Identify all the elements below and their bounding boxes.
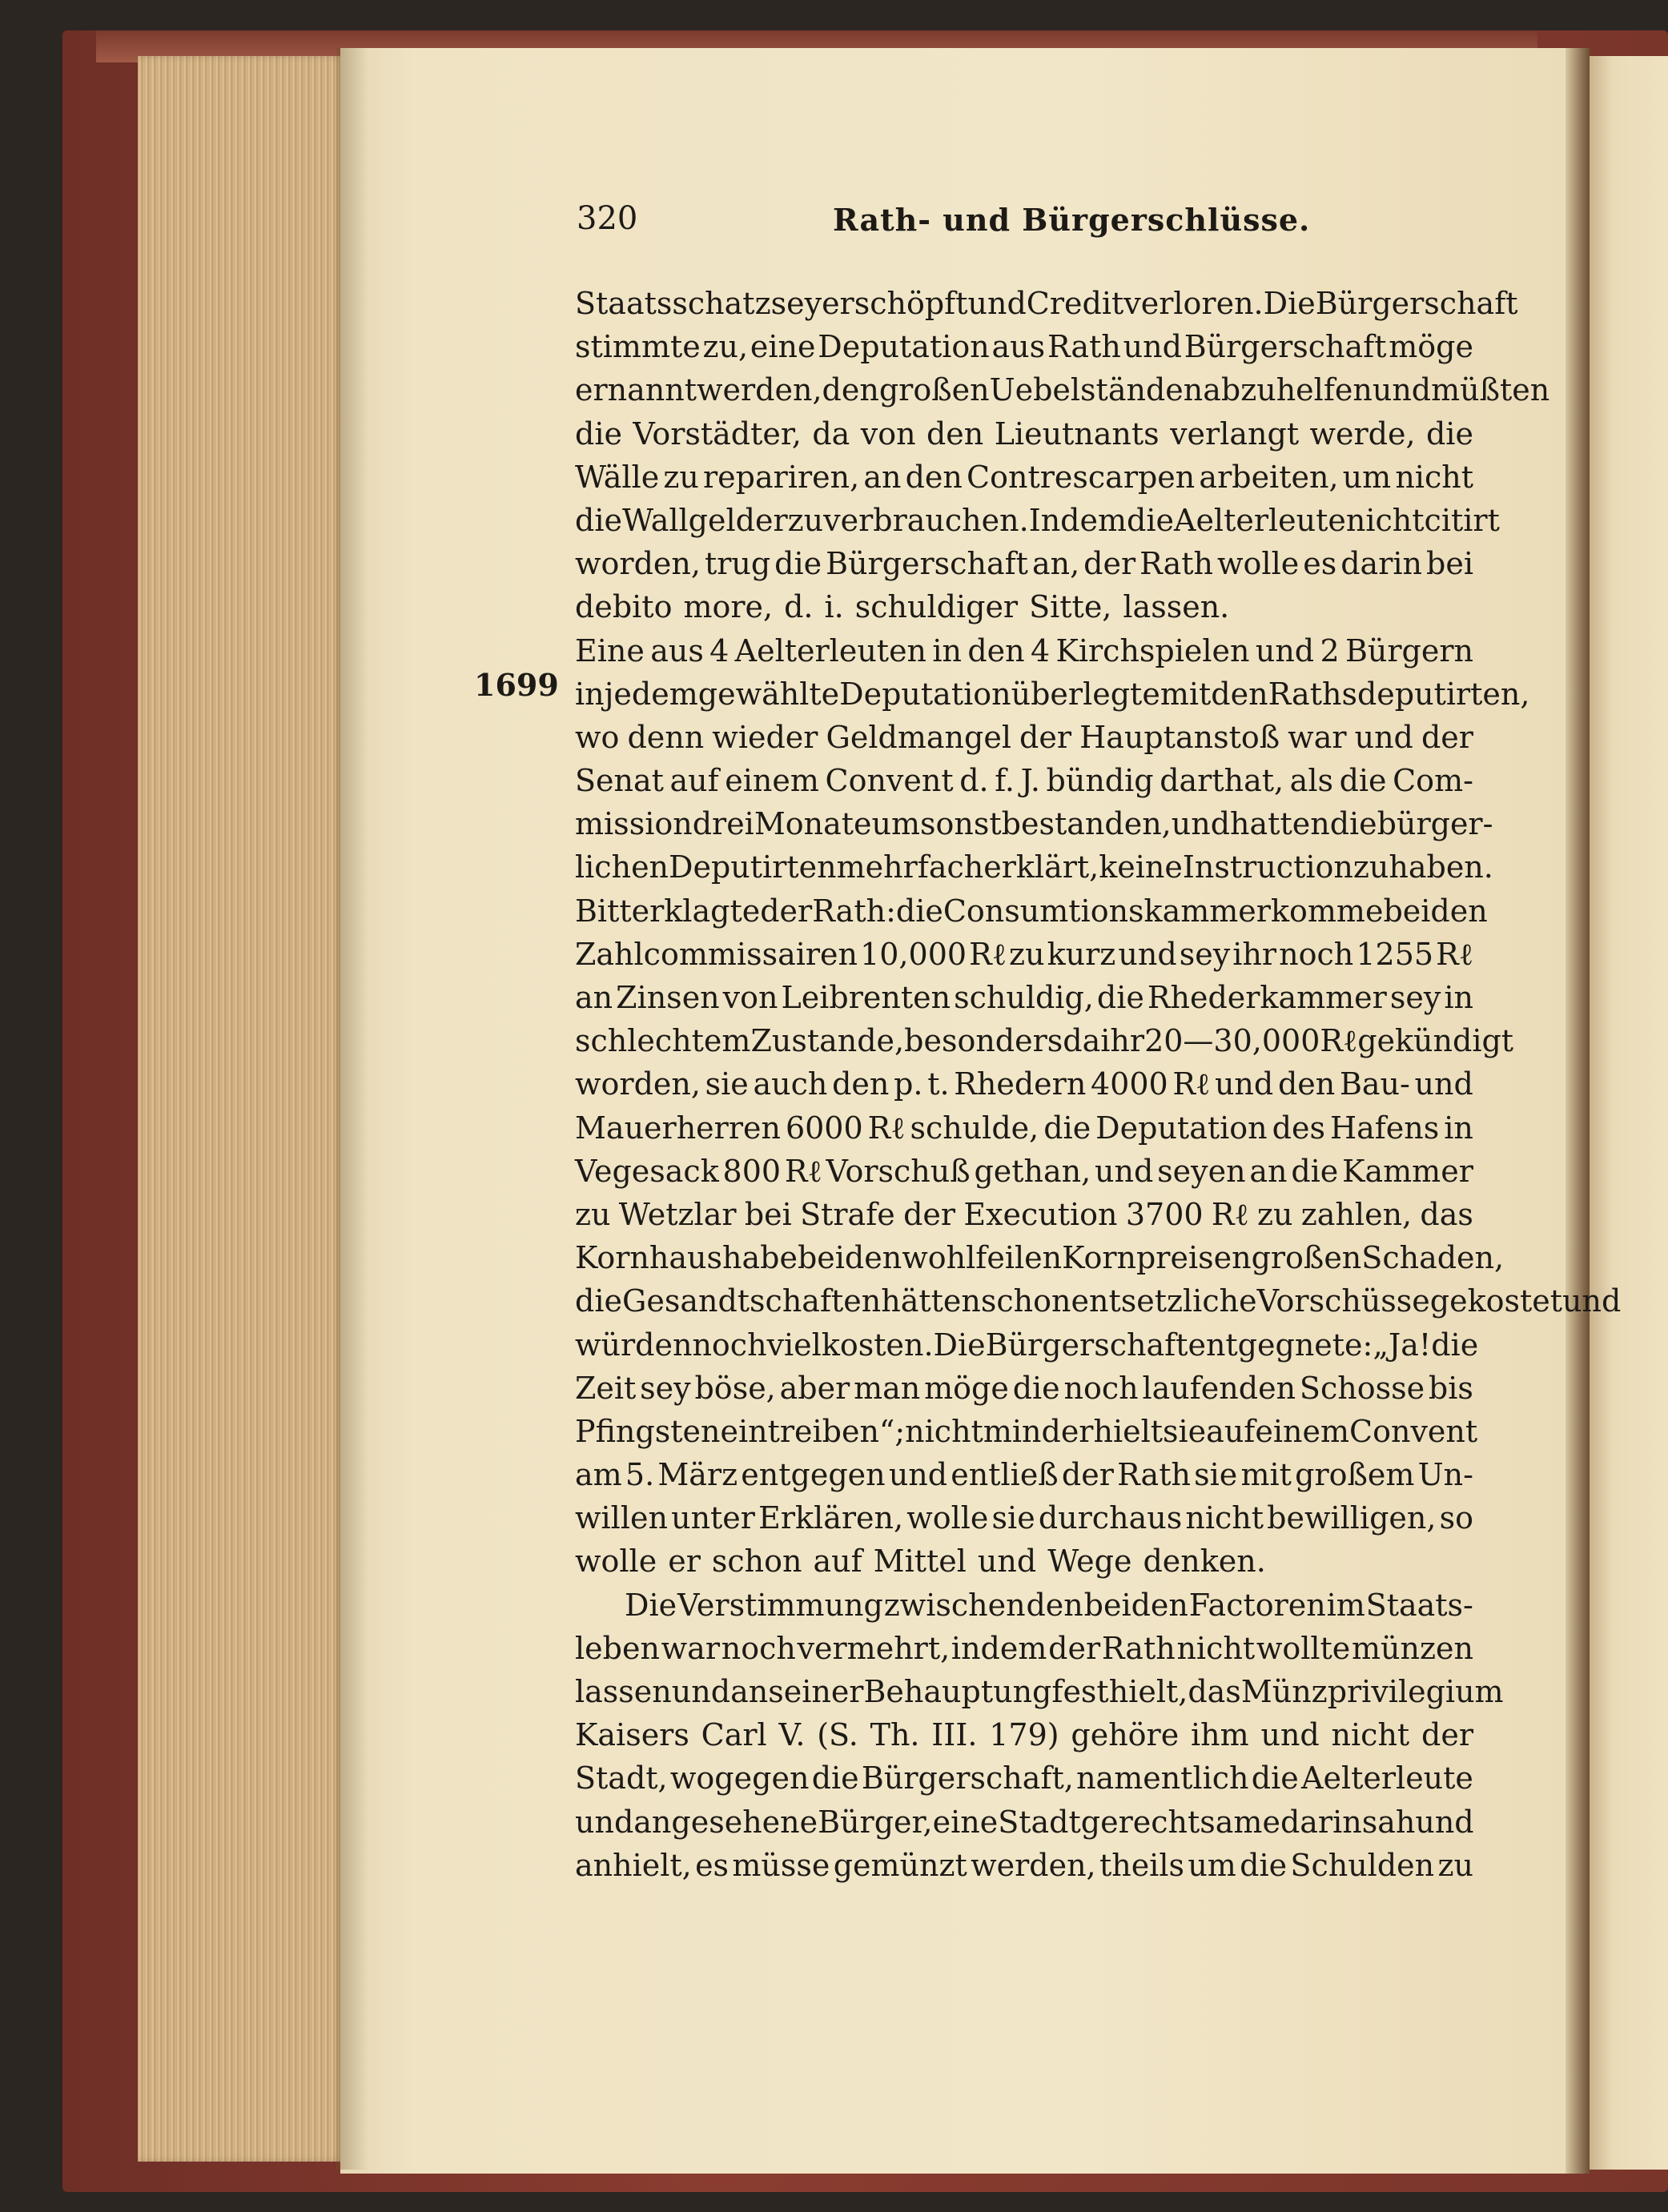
text-line: Die Verstimmung zwischen den beiden Factoren im Staats- bbox=[625, 1587, 1473, 1623]
text-line: Mauerherren 6000 Rℓ schulde, die Deputation des Hafens in bbox=[575, 1110, 1473, 1146]
gutter-shadow bbox=[1566, 48, 1590, 2174]
text-line: Kornhaus habe bei den wohlfeilen Kornpreisen großen Schaden, bbox=[575, 1240, 1505, 1276]
text-line: wolle er schon auf Mittel und Wege denken. bbox=[575, 1544, 1266, 1580]
text-line: worden, trug die Bürgerschaft an, der Rath wolle es darin bei bbox=[575, 546, 1473, 582]
text-line: lassen und an seiner Behauptung fest hielt, das Münzprivilegium bbox=[575, 1674, 1504, 1709]
text-line: Bitter klagte der Rath: die Consumtionskammer komme bei den bbox=[575, 893, 1488, 929]
text-line: Vegesack 800 Rℓ Vorschuß gethan, und seyen an die Kammer bbox=[575, 1153, 1473, 1189]
text-line: wo denn wieder Geldmangel der Hauptanstoß war und der bbox=[575, 719, 1473, 755]
text-line: Kaisers Carl V. (S. Th. III. 179) gehöre ihm und nicht der bbox=[575, 1717, 1473, 1753]
text-line: mission drei Monate umsonst bestanden, und hatten die bürger- bbox=[575, 806, 1493, 842]
text-line: Senat auf einem Convent d. f. J. bündig darthat, als die Com- bbox=[575, 763, 1473, 799]
text-line: Staatsschatz sey erschöpft und Credit verloren. Die Bürgerschaft bbox=[575, 286, 1518, 321]
text-line: willen unter Erklären, wolle sie durchaus nicht bewilligen, so bbox=[575, 1500, 1473, 1536]
body-text bbox=[575, 282, 1622, 1887]
text-line: und angesehene Bürger, eine Stadtgerechtsame darin sah und bbox=[575, 1804, 1474, 1840]
text-line: Zeit sey böse, aber man möge die noch laufenden Schosse bis bbox=[575, 1370, 1473, 1406]
text-line: leben war noch vermehrt, indem der Rath nicht wollte münzen bbox=[575, 1630, 1473, 1666]
text-line: Eine aus 4 Aelterleuten in den 4 Kirchspielen und 2 Bürgern bbox=[575, 632, 1473, 668]
text-line: würden noch viel kosten. Die Bürgerschaft entgegnete: „Ja! die bbox=[575, 1327, 1479, 1363]
text-line: Pfingsten eintreiben“; nicht minder hielt sie auf einem Convent bbox=[575, 1413, 1478, 1449]
running-head: Rath- und Bürgerschlüsse. bbox=[833, 202, 1311, 238]
text-line: die Gesandtschaften hätten schon entsetzliche Vorschüsse gekostet und bbox=[575, 1283, 1622, 1319]
text-line: am 5. März entgegen und entließ der Rath sie mit großem Un- bbox=[575, 1457, 1473, 1493]
text-line: ernannt werden, den großen Uebelständen abzuhelfen und müßten bbox=[575, 372, 1550, 408]
text-line: in jedem gewählte Deputation überlegte mit den Rathsdeputirten, bbox=[575, 676, 1530, 712]
text-line: die Vorstädter, da von den Lieutnants verlangt werde, die bbox=[575, 416, 1473, 452]
page-number: 320 bbox=[577, 200, 638, 237]
facing-page-edge bbox=[1590, 56, 1668, 2170]
text-line: anhielt, es müsse gemünzt werden, theils um die Schulden zu bbox=[575, 1847, 1473, 1883]
page-edges bbox=[138, 56, 350, 2162]
text-line: die Wallgelder zu verbrauchen. Indem die Aelterleute nicht citirt bbox=[575, 502, 1500, 538]
text-line: Zahlcommissairen 10,000 Rℓ zu kurz und sey ihr noch 1255 Rℓ bbox=[575, 936, 1473, 972]
text-line: stimmte zu, eine Deputation aus Rath und Bürgerschaft möge bbox=[575, 329, 1473, 365]
text-line: debito more, d. i. schuldiger Sitte, lassen. bbox=[575, 589, 1230, 625]
text-line: lichen Deputirten mehrfach erklärt, keine Instruction zu haben. bbox=[575, 849, 1493, 885]
text-line: Wälle zu repariren, an den Contrescarpen arbeiten, um nicht bbox=[575, 459, 1473, 495]
text-line: zu Wetzlar bei Strafe der Execution 3700 Rℓ zu zahlen, das bbox=[575, 1196, 1473, 1232]
text-line: Stadt, wogegen die Bürgerschaft, namentlich die Aelterleute bbox=[575, 1760, 1473, 1796]
text-line: worden, sie auch den p. t. Rhedern 4000 Rℓ und den Bau- und bbox=[575, 1066, 1473, 1102]
margin-year: 1699 bbox=[474, 667, 559, 703]
page-header bbox=[577, 200, 1481, 245]
text-line: an Zinsen von Leibrenten schuldig, die Rhederkammer sey in bbox=[575, 980, 1473, 1015]
spine-shadow bbox=[336, 48, 368, 2170]
text-line: schlechtem Zustande, besonders da ihr 20—30,000 Rℓ gekündigt bbox=[575, 1023, 1514, 1059]
